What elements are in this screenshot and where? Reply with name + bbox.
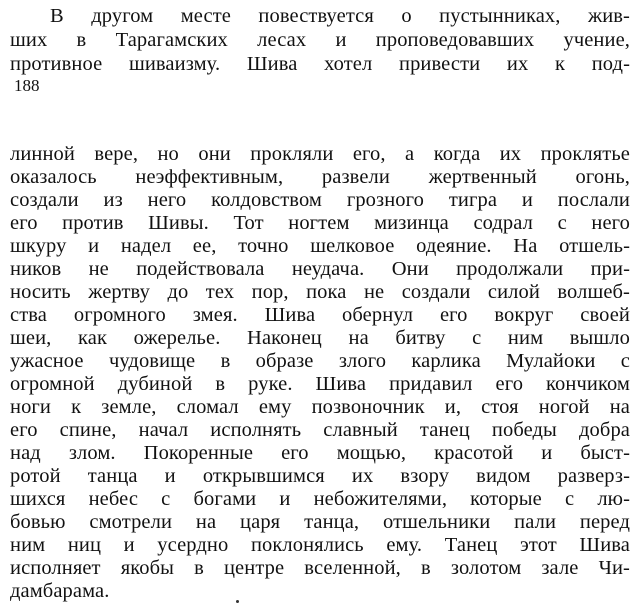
text-line: оказалось неэффективным, развели жертвенный огонь, xyxy=(10,166,630,188)
text-line: носить жертву до тех пор, пока не создали силой волшеб- xyxy=(10,281,630,303)
text-line: бовью смотрели на царя танца, отшельники пали перед xyxy=(10,511,630,533)
text-line: В другом месте повествуется о пустынниках, жив- xyxy=(50,5,630,27)
text-line: противное шиваизму. Шива хотел привести их к под- xyxy=(10,53,630,75)
text-line: ших в Тарагамских лесах и проповедовавших учение, xyxy=(10,29,630,51)
text-line: его спине, начал исполнять славный танец победы добра xyxy=(10,419,630,441)
text-line: ноги к земле, сломал ему позвоночник и, стоя ногой на xyxy=(10,396,630,418)
scan-speck xyxy=(236,600,239,603)
text-line: над злом. Покоренные его мощью, красотой и быст- xyxy=(10,442,630,464)
page-number: 188 xyxy=(14,76,40,95)
text-line: ужасное чудовище в образе злого карлика Мулайоки с xyxy=(10,350,630,372)
text-line: шкуру и надел ее, точно шелковое одеяние. На отшель- xyxy=(10,235,630,257)
text-line: его против Шивы. Тот ногтем мизинца содрал с него xyxy=(10,212,630,234)
text-line: огромной дубиной в руке. Шива придавил его кончиком xyxy=(10,373,630,395)
text-line: линной вере, но они прокляли его, а когда их проклятье xyxy=(10,143,630,165)
text-line: исполняет якобы в центре вселенной, в золотом зале Чи- xyxy=(10,557,630,579)
text-line: ротой танца и открывшимся их взору видом разверз- xyxy=(10,465,630,487)
text-line: ников не подействовала неудача. Они продолжали при- xyxy=(10,258,630,280)
text-line: создали из него колдовством грозного тигра и послали xyxy=(10,189,630,211)
text-line: дамбарама. xyxy=(10,580,110,602)
text-line: шеи, как ожерелье. Наконец на битву с ним вышло xyxy=(10,327,630,349)
text-line: ним ниц и усердно поклонялись ему. Танец этот Шива xyxy=(10,534,630,556)
text-line: ства огромного змея. Шива обернул его вокруг своей xyxy=(10,304,630,326)
text-line: шихся небес с богами и небожителями, которые с лю- xyxy=(10,488,630,510)
